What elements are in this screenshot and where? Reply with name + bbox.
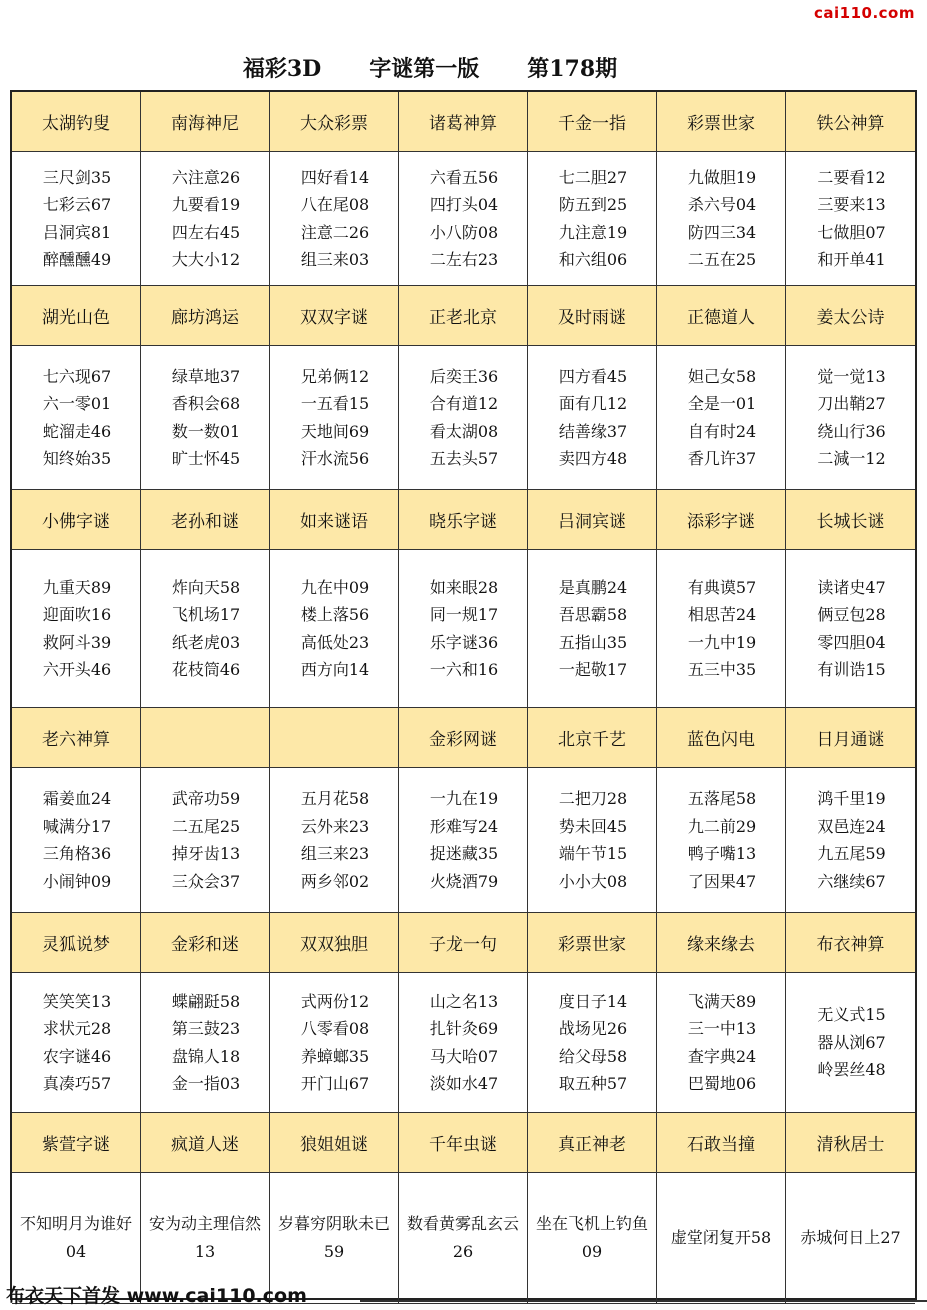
riddle-line: 兄弟俩12 — [300, 366, 370, 386]
riddle-line: 器从浏67 — [817, 1032, 886, 1052]
column-header: 诸葛神算 — [399, 92, 528, 152]
riddle-line: 相思苦24 — [687, 605, 757, 624]
riddle-line: 三尺剑35 — [42, 167, 112, 187]
riddle-line: 度日子14 — [558, 991, 628, 1011]
riddle-line: 九五尾59 — [817, 844, 886, 863]
riddle-line: 乐字谜36 — [429, 632, 499, 652]
riddle-cell — [657, 346, 786, 490]
riddle-line: 二左右23 — [429, 250, 499, 269]
riddle-line: 三角格36 — [42, 844, 112, 863]
riddle-line: 注意二26 — [300, 222, 370, 242]
riddle-line: 汗水流56 — [300, 449, 370, 468]
riddle-line: 蛇溜走46 — [42, 421, 112, 441]
riddle-cell — [270, 346, 399, 490]
riddle-cell — [141, 973, 270, 1113]
riddle-line: 形难写24 — [429, 816, 499, 836]
riddle-line: 淡如水47 — [429, 1074, 499, 1093]
riddle-table — [10, 90, 917, 1300]
riddle-line: 九在中09 — [300, 577, 370, 597]
riddle-line: 卖四方48 — [558, 449, 628, 468]
page-title — [0, 52, 860, 86]
column-header: 布衣神算 — [786, 913, 915, 973]
riddle-line: 六看五56 — [429, 167, 499, 187]
riddle-line: 安为动主理信然13 — [149, 1214, 262, 1261]
riddle-cell — [270, 550, 399, 708]
column-header: 北京千艺 — [528, 708, 657, 768]
riddle-line: 全是一01 — [687, 394, 757, 413]
riddle-cell — [399, 152, 528, 286]
riddle-line: 一六和16 — [429, 660, 499, 679]
riddle-line: 防五到25 — [558, 195, 628, 214]
riddle-line: 防四三34 — [687, 222, 757, 242]
riddle-line: 巴蜀地06 — [687, 1074, 757, 1093]
riddle-line: 了因果47 — [687, 871, 757, 891]
column-header — [270, 708, 399, 768]
riddle-line: 楼上落56 — [300, 605, 370, 624]
riddle-line: 飞满天89 — [687, 991, 757, 1011]
riddle-line: 如来眼28 — [429, 577, 499, 597]
riddle-line: 四打头04 — [429, 195, 499, 214]
riddle-line: 武帝功59 — [171, 789, 241, 808]
riddle-line: 扎针灸69 — [429, 1019, 499, 1038]
riddle-line: 同一规17 — [429, 605, 499, 624]
riddle-line: 和六组06 — [558, 250, 628, 269]
riddle-line: 笑笑笑13 — [42, 991, 112, 1011]
riddle-line: 二把刀28 — [558, 789, 628, 808]
riddle-line: 小闹钟09 — [42, 871, 112, 891]
footer-divider — [360, 1300, 927, 1302]
riddle-cell — [12, 973, 141, 1113]
column-header: 添彩字谜 — [657, 490, 786, 550]
riddle-line: 飞机场17 — [171, 605, 241, 624]
riddle-line: 四左右45 — [171, 222, 241, 242]
riddle-line: 绿草地37 — [171, 366, 241, 386]
column-header — [141, 708, 270, 768]
riddle-cell — [399, 973, 528, 1113]
riddle-line: 九做胆19 — [687, 167, 757, 187]
riddle-line: 读诸史47 — [817, 577, 886, 597]
riddle-line: 无义式15 — [817, 1005, 886, 1025]
riddle-cell — [399, 550, 528, 708]
riddle-line: 六注意26 — [171, 167, 241, 187]
riddle-line: 喊满分17 — [42, 816, 112, 836]
riddle-line: 七做胆07 — [817, 222, 886, 242]
riddle-line: 小八防08 — [429, 222, 499, 242]
column-header: 正老北京 — [399, 286, 528, 346]
riddle-cell — [786, 973, 915, 1113]
column-header: 双双独胆 — [270, 913, 399, 973]
riddle-line: 觉一觉13 — [817, 366, 886, 386]
riddle-line: 掉牙齿13 — [171, 844, 241, 863]
riddle-line: 杀六号04 — [687, 195, 757, 214]
riddle-line: 九二前29 — [687, 816, 757, 836]
riddle-cell — [786, 152, 915, 286]
riddle-cell — [528, 768, 657, 913]
riddle-line: 九注意19 — [558, 222, 628, 242]
riddle-line: 醉醺醺49 — [42, 250, 112, 269]
riddle-line: 四方看45 — [558, 366, 628, 386]
riddle-line: 有典谟57 — [687, 577, 757, 597]
riddle-line: 山之名13 — [429, 991, 499, 1011]
riddle-cell — [528, 346, 657, 490]
riddle-line: 结善缘37 — [558, 421, 628, 441]
riddle-line: 看太湖08 — [429, 421, 499, 441]
title-issue: 第178期 — [527, 56, 618, 82]
riddle-line: 二五在25 — [687, 250, 757, 269]
riddle-line: 火烧酒79 — [429, 871, 499, 891]
column-header: 南海神尼 — [141, 92, 270, 152]
riddle-line: 五落尾58 — [687, 789, 757, 808]
riddle-line: 五去头57 — [429, 449, 499, 468]
riddle-line: 花枝筒46 — [171, 660, 241, 679]
riddle-line: 给父母58 — [558, 1046, 628, 1066]
riddle-line: 合有道12 — [429, 394, 499, 413]
riddle-line: 农字谜46 — [42, 1046, 112, 1066]
riddle-line: 二五尾25 — [171, 816, 241, 836]
riddle-line: 求状元28 — [42, 1019, 112, 1038]
column-header: 双双字谜 — [270, 286, 399, 346]
riddle-line: 七二胆27 — [558, 167, 628, 187]
riddle-line: 五三中35 — [687, 660, 757, 679]
riddle-cell — [657, 550, 786, 708]
riddle-cell — [786, 550, 915, 708]
riddle-line: 五指山35 — [558, 632, 628, 652]
riddle-line: 九要看19 — [171, 195, 241, 214]
riddle-line: 六开头46 — [42, 660, 112, 679]
riddle-line: 式两份12 — [300, 991, 370, 1011]
riddle-line: 二要看12 — [817, 167, 886, 187]
riddle-line: 虚堂闭复开58 — [670, 1228, 772, 1247]
riddle-cell — [657, 152, 786, 286]
riddle-line: 一起敬17 — [558, 660, 628, 679]
riddle-line: 捉迷藏35 — [429, 844, 499, 863]
column-header: 长城长谜 — [786, 490, 915, 550]
riddle-line: 坐在飞机上钓鱼09 — [536, 1214, 649, 1261]
riddle-line: 六继续67 — [817, 871, 886, 891]
riddle-line: 七六现67 — [42, 366, 112, 386]
footer-text: 布衣天下首发 www.cai110.com — [6, 1285, 307, 1307]
riddle-line: 开门山67 — [300, 1074, 370, 1093]
riddle-cell — [141, 550, 270, 708]
riddle-line: 数看黄雾乱玄云26 — [407, 1214, 520, 1261]
riddle-line: 有训诰15 — [817, 660, 886, 679]
title-lottery: 福彩3D — [242, 56, 322, 82]
riddle-line: 云外来23 — [300, 816, 370, 836]
riddle-cell — [657, 768, 786, 913]
column-header: 彩票世家 — [528, 913, 657, 973]
riddle-line: 自有时24 — [687, 421, 757, 441]
riddle-cell — [786, 346, 915, 490]
riddle-line: 纸老虎03 — [171, 632, 241, 652]
riddle-line: 香积会68 — [171, 394, 241, 413]
riddle-line: 金一指03 — [171, 1074, 241, 1093]
column-header: 老孙和谜 — [141, 490, 270, 550]
riddle-line: 不知明月为谁好04 — [20, 1214, 133, 1261]
riddle-line: 盘锦人18 — [171, 1046, 241, 1066]
riddle-line: 妲己女58 — [687, 366, 757, 386]
column-header: 金彩和迷 — [141, 913, 270, 973]
riddle-line: 势未回45 — [558, 816, 628, 836]
riddle-line: 小小大08 — [558, 871, 628, 891]
column-header: 日月通谜 — [786, 708, 915, 768]
riddle-cell — [141, 152, 270, 286]
column-header: 吕洞宾谜 — [528, 490, 657, 550]
riddle-line: 两乡邻02 — [300, 871, 370, 891]
riddle-line: 岭罢丝48 — [817, 1060, 886, 1080]
riddle-line: 五月花58 — [300, 789, 370, 808]
column-header: 千金一指 — [528, 92, 657, 152]
riddle-cell — [141, 768, 270, 913]
riddle-line: 吾思霸58 — [558, 605, 628, 624]
column-header: 疯道人迷 — [141, 1113, 270, 1173]
riddle-cell — [528, 973, 657, 1113]
riddle-line: 查字典24 — [687, 1046, 757, 1066]
riddle-line: 西方向14 — [300, 660, 370, 679]
riddle-cell — [141, 346, 270, 490]
site-watermark: cai110.com — [814, 4, 915, 22]
riddle-cell — [12, 768, 141, 913]
riddle-line: 真凑巧57 — [42, 1074, 112, 1093]
riddle-line: 取五种57 — [558, 1074, 628, 1093]
riddle-line: 马大哈07 — [429, 1046, 499, 1066]
riddle-line: 赤城何日上27 — [800, 1228, 901, 1247]
column-header: 正德道人 — [657, 286, 786, 346]
riddle-line: 知终始35 — [42, 449, 112, 468]
column-header: 廊坊鸿运 — [141, 286, 270, 346]
column-header: 大众彩票 — [270, 92, 399, 152]
riddle-line: 霜姜血24 — [42, 789, 112, 808]
riddle-line: 迎面吹16 — [42, 605, 112, 624]
column-header: 太湖钓叟 — [12, 92, 141, 152]
riddle-cell — [786, 768, 915, 913]
column-header: 及时雨谜 — [528, 286, 657, 346]
column-header: 蓝色闪电 — [657, 708, 786, 768]
riddle-line: 和开单41 — [817, 250, 886, 269]
column-header: 金彩网谜 — [399, 708, 528, 768]
riddle-line: 第三鼓23 — [171, 1019, 241, 1038]
riddle-line: 战场见26 — [558, 1019, 628, 1038]
column-header: 紫萱字谜 — [12, 1113, 141, 1173]
riddle-line: 吕洞宾81 — [42, 222, 112, 242]
riddle-line: 八零看08 — [300, 1019, 370, 1038]
riddle-line: 二減一12 — [817, 449, 886, 468]
riddle-cell — [12, 550, 141, 708]
column-header: 灵狐说梦 — [12, 913, 141, 973]
column-header: 石敢当撞 — [657, 1113, 786, 1173]
riddle-line: 大大小12 — [171, 250, 241, 269]
riddle-cell — [270, 768, 399, 913]
column-header: 老六神算 — [12, 708, 141, 768]
column-header: 如来谜语 — [270, 490, 399, 550]
column-header: 狼姐姐谜 — [270, 1113, 399, 1173]
riddle-line: 三众会37 — [171, 871, 241, 891]
column-header: 晓乐字谜 — [399, 490, 528, 550]
riddle-line: 蝶翩跹58 — [171, 991, 241, 1011]
column-header: 彩票世家 — [657, 92, 786, 152]
column-header: 姜太公诗 — [786, 286, 915, 346]
riddle-cell — [399, 768, 528, 913]
riddle-line: 香几许37 — [687, 449, 757, 468]
riddle-line: 三一中13 — [687, 1019, 757, 1038]
riddle-line: 后奕王36 — [429, 366, 499, 386]
riddle-line: 救阿斗39 — [42, 632, 112, 652]
riddle-line: 组三来03 — [300, 250, 370, 269]
column-header: 缘来缘去 — [657, 913, 786, 973]
riddle-cell — [270, 152, 399, 286]
riddle-cell — [399, 346, 528, 490]
riddle-line: 刀出鞘27 — [817, 394, 886, 413]
riddle-line: 一九在19 — [429, 789, 499, 808]
riddle-line: 组三来23 — [300, 844, 370, 863]
riddle-line: 岁暮穷阴耿未已59 — [278, 1214, 391, 1261]
riddle-line: 养蟑螂35 — [300, 1046, 370, 1066]
riddle-line: 鸿千里19 — [817, 789, 886, 808]
riddle-line: 一五看15 — [300, 394, 370, 413]
riddle-line: 双邑连24 — [817, 816, 886, 836]
riddle-line: 旷士怀45 — [171, 449, 241, 468]
riddle-cell — [528, 152, 657, 286]
column-header: 清秋居士 — [786, 1113, 915, 1173]
column-header: 千年虫谜 — [399, 1113, 528, 1173]
riddle-line: 三要来13 — [817, 195, 886, 214]
riddle-line: 天地间69 — [300, 421, 370, 441]
riddle-line: 是真鹏24 — [558, 577, 628, 597]
riddle-line: 高低处23 — [300, 632, 370, 652]
title-edition: 字谜第一版 — [369, 56, 480, 82]
riddle-line: 零四胆04 — [817, 632, 886, 652]
riddle-cell — [270, 973, 399, 1113]
riddle-line: 四好看14 — [300, 167, 370, 187]
column-header: 真正神老 — [528, 1113, 657, 1173]
column-header: 小佛字谜 — [12, 490, 141, 550]
riddle-line: 面有几12 — [558, 394, 628, 413]
riddle-line: 俩豆包28 — [817, 605, 886, 624]
riddle-cell — [657, 973, 786, 1113]
column-header: 子龙一句 — [399, 913, 528, 973]
riddle-cell — [528, 550, 657, 708]
riddle-line: 八在尾08 — [300, 195, 370, 214]
riddle-line: 六一零01 — [42, 394, 112, 413]
column-header: 湖光山色 — [12, 286, 141, 346]
riddle-cell — [12, 152, 141, 286]
riddle-line: 数一数01 — [171, 421, 241, 441]
riddle-cell — [12, 346, 141, 490]
riddle-line: 绕山行36 — [817, 421, 886, 441]
riddle-line: 七彩云67 — [42, 195, 112, 214]
riddle-line: 端午节15 — [558, 844, 628, 863]
riddle-line: 鸭子嘴13 — [687, 844, 757, 863]
riddle-line: 炸向天58 — [171, 577, 241, 597]
riddle-line: 九重天89 — [42, 577, 112, 597]
riddle-line: 一九中19 — [687, 632, 757, 652]
column-header: 铁公神算 — [786, 92, 915, 152]
